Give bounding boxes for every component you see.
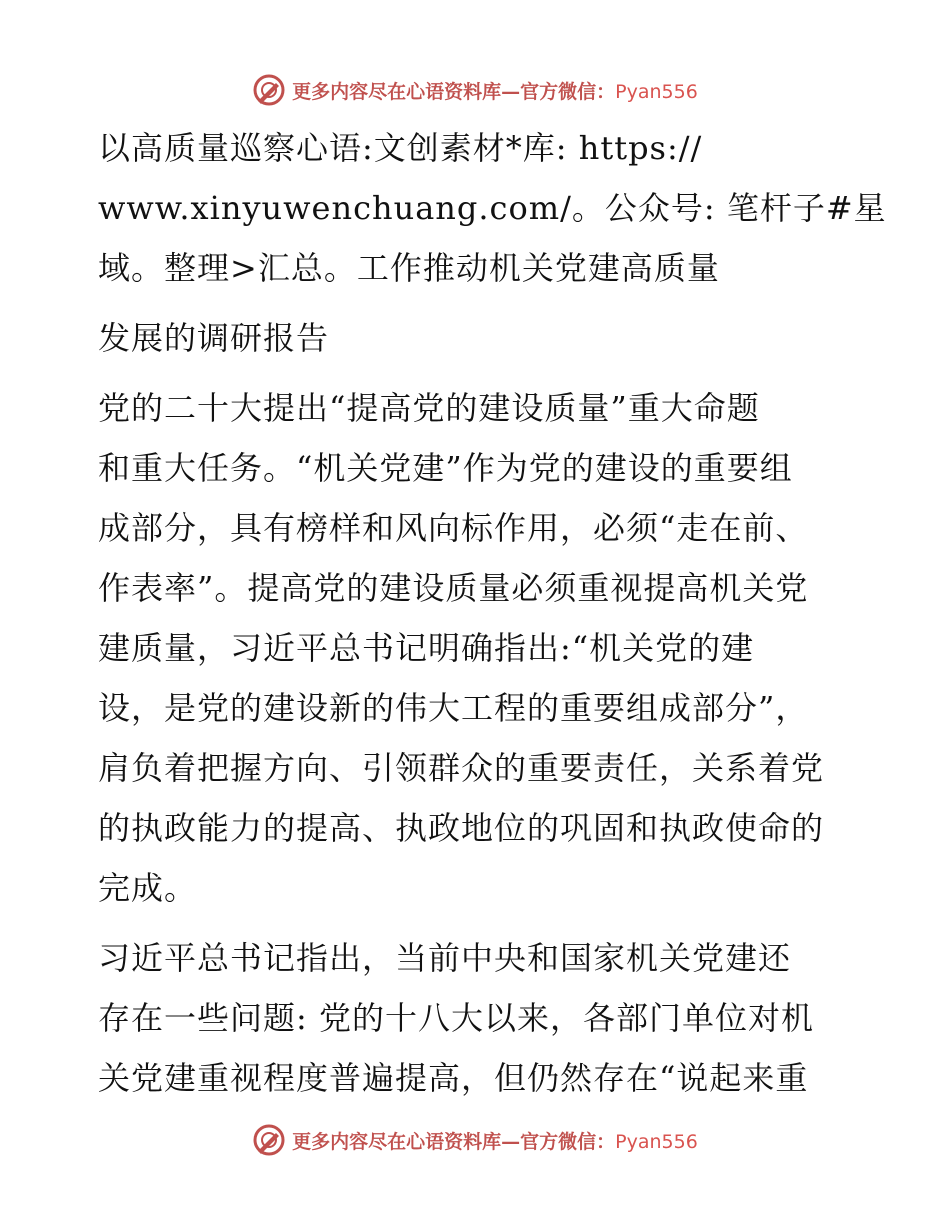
text-line: 完成。 xyxy=(98,869,198,907)
text-line: 肩负着把握方向、引领群众的重要责任，关系着党 xyxy=(98,749,825,787)
text-line: 习近平总书记指出，当前中央和国家机关党建还 xyxy=(98,939,792,977)
text-line: 和重大任务。“机关党建”作为党的建设的重要组 xyxy=(98,449,793,487)
banner-text: 更多内容尽在心语资料库—官方微信：Pyan556 xyxy=(292,1130,698,1153)
paragraph-title-continued xyxy=(98,308,858,368)
text-line: 存在一些问题: 党的十八大以来，各部门单位对机 xyxy=(98,999,814,1037)
text-line: 党的二十大提出“提高党的建设质量”重大命题 xyxy=(98,389,760,427)
text-line: 发展的调研报告 xyxy=(98,319,330,357)
text-line: 设，是党的建设新的伟大工程的重要组成部分”， xyxy=(98,689,809,727)
banner-text: 更多内容尽在心语资料库—官方微信：Pyan556 xyxy=(292,80,698,103)
text-line: 建质量，习近平总书记明确指出:“机关党的建 xyxy=(98,629,755,667)
document-body xyxy=(98,118,887,1108)
text-line: 的执政能力的提高、执政地位的巩固和执政使命的 xyxy=(98,809,825,847)
text-line: www.xinyuwenchuang.com/。公众号: 笔杆子#星 xyxy=(98,189,887,227)
brand-logo-icon xyxy=(252,1123,286,1157)
text-line: 作表率”。提高党的建设质量必须重视提高机关党 xyxy=(98,569,809,607)
text-line: 域。整理>汇总。工作推动机关党建高质量 xyxy=(98,249,720,287)
text-line: 以高质量巡察心语:文创素材*库: https:// xyxy=(98,129,703,167)
text-line: 关党建重视程度普遍提高，但仍然存在“说起来重 xyxy=(98,1059,809,1097)
brand-logo-icon xyxy=(252,73,286,107)
header-banner xyxy=(0,70,950,110)
footer-banner xyxy=(0,1120,950,1160)
paragraph-problems xyxy=(98,928,858,1108)
text-line: 成部分，具有榜样和风向标作用，必须“走在前、 xyxy=(98,509,809,547)
paragraph-intro xyxy=(98,378,858,918)
paragraph-title xyxy=(98,118,887,298)
